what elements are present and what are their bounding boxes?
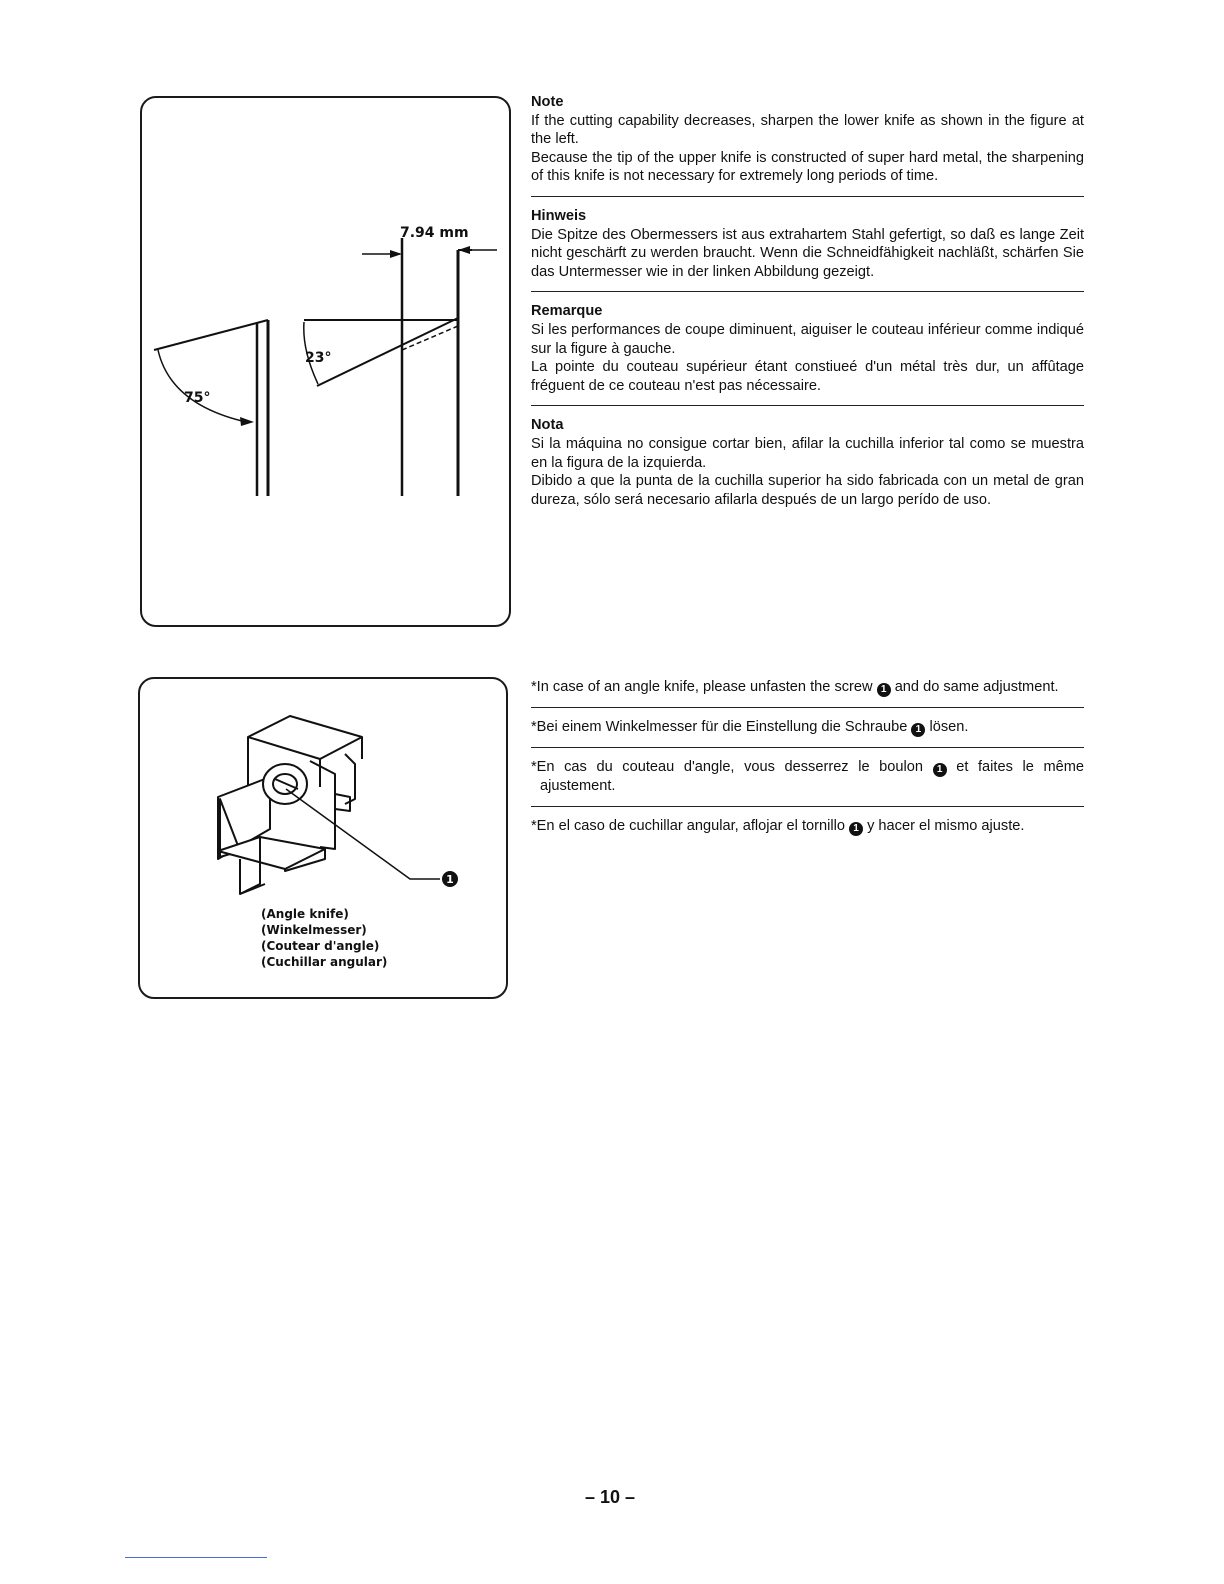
instruction-text: *En el caso de cuchillar angular, aflojar el tornillo: [531, 817, 845, 834]
note-title: Remarque: [531, 303, 603, 320]
note-german: [531, 207, 1084, 292]
note-paragraph: Because the tip of the upper knife is constructed of super hard metal, the sharpening of this knife is not necessary for extremely long periods of time.: [531, 149, 1084, 185]
note-paragraph: Si les performances de coupe diminuent, aiguiser le couteau inférieur comme indiqué sur la figure à gauche.: [531, 321, 1084, 357]
screw-marker-icon: 1: [911, 723, 925, 737]
note-spanish: [531, 416, 1084, 519]
angle-75-label: 75°: [184, 390, 211, 406]
instruction-text: y hacer el mismo ajuste.: [867, 817, 1025, 834]
instruction-english: [531, 678, 1084, 708]
screw-marker-icon: 1: [849, 822, 863, 836]
instruction-text: *In case of an angle knife, please unfasten the screw: [531, 679, 873, 695]
caption-line: (Cuchillar angular): [261, 955, 388, 969]
angle-knife-figure: [138, 677, 508, 999]
note-paragraph: If the cutting capability decreases, sharpen the lower knife as shown in the figure at the left.: [531, 112, 1084, 148]
caption-line: (Angle knife): [261, 907, 349, 921]
instruction-spanish: [531, 817, 1084, 846]
note-title: Hinweis: [531, 207, 587, 224]
angle-knife-captions: [261, 906, 387, 970]
note-paragraph: Si la máquina no consigue cortar bien, afilar la cuchilla inferior tal como se muestra en la figura de la izquierda.: [531, 435, 1084, 471]
angle-23-label: 23°: [305, 350, 332, 366]
instruction-text: et faites le même ajustement.: [540, 759, 1084, 794]
knife-angle-figure: [140, 96, 511, 627]
note-paragraph: Dibido a que la punta de la cuchilla superior ha sido fabricada con un metal de gran dureza, sólo será necesario afilarla después de un largo perído de uso.: [531, 473, 1084, 508]
note-title: Note: [531, 94, 564, 110]
dimension-label: 7.94 mm: [400, 225, 469, 241]
instruction-text: lösen.: [929, 719, 969, 735]
instruction-german: [531, 718, 1084, 748]
instruction-french: [531, 758, 1084, 807]
caption-line: (Coutear d'angle): [261, 939, 380, 953]
note-title: Nota: [531, 417, 564, 434]
caption-line: (Winkelmesser): [261, 923, 367, 937]
page-number: – 10 –: [584, 1487, 636, 1507]
instruction-text: *En cas du couteau d'angle, vous desserrez le boulon: [531, 759, 923, 775]
callout-marker: 1: [446, 873, 454, 886]
note-english: [531, 93, 1084, 197]
angle-knife-instructions: [531, 678, 1084, 856]
note-paragraph: Die Spitze des Obermessers ist aus extrahartem Stahl gefertigt, so daß es lange Zeit nicht geschärft zu werden braucht. Wenn die Schneidfähigkeit nachläßt, schärfen Sie das Untermesser wie in der linken Abbildung gezeigt.: [531, 226, 1084, 280]
screw-marker-icon: 1: [933, 763, 947, 777]
footer-rule: [125, 1557, 267, 1558]
screw-marker-icon: 1: [877, 683, 891, 697]
instruction-text: and do same adjustment.: [894, 679, 1059, 695]
note-french: [531, 302, 1084, 406]
notes-column: [531, 93, 1084, 529]
note-paragraph: La pointe du couteau supérieur étant constiueé d'un métal très dur, un affûtage fréguent de ce couteau n'est pas nécessaire.: [531, 359, 1084, 394]
instruction-text: *Bei einem Winkelmesser für die Einstellung die Schraube: [531, 719, 908, 735]
